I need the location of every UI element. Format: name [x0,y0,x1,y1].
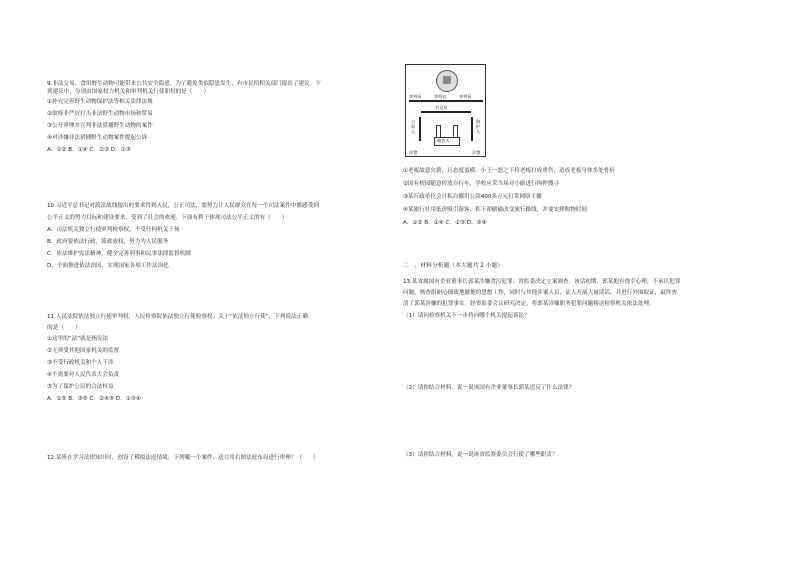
q13-sub-question-2: （2）请你结合材料，说一说该国有企业董事长郭某违反了什么法律？ [403,385,575,391]
national-emblem-icon [436,70,458,92]
q12-option-3: ③某行政单位会计私自挪用公款400多万元打赏网络主播 [403,194,542,200]
q11-answers: A．①⑤ B．③⑤ C．②④⑤ D．①③④ [47,396,141,402]
q12-option-4: ④某旅行社用低价吸引游客，私下却偷偷改变旅行路线，并要安排购物时间 [403,207,588,213]
question-13-part-2 [403,384,759,392]
q11-option-3: ③不受行政机关和个人干涉 [47,360,114,366]
q12-option-1: ①老板故意欠薪，且态度蛮横，小王一怒之下将老板打成重伤，造成老板身体多处骨折 [403,168,615,174]
section-heading: 二 、材料分析题（本大题共 2 小题） [403,263,504,269]
q10-option-b: B．政府要依法行政，简政放权，努力为人民服务 [47,239,169,245]
q9-option-3: ③公开审理并宣判非法猎捕野生动物的案件 [47,123,153,129]
q13-stem-line2: 问题。核查组耐心细致地做他的思想工作，同时与其他涉案人员、证人开展大量谈话，并进行外围取证，最终查 [403,290,678,296]
figure-clerk: 书记员 [435,105,448,110]
figure-judge-right: 审判员 [459,94,472,99]
q11-option-4: ④不需要对人民代表大会负责 [47,372,120,378]
q9-option-1: ①补充完善野生动物保护法等相关法律法规 [47,99,153,105]
question-12-options [403,167,759,227]
q11-stem-line1: 11.人民法院依法独立行使审判权，人民检察院依法独立行使检察权。关于“依法独立行使”，下列说法正确 [47,314,308,320]
figure-police-right: 法警 [472,150,481,155]
q12-stem: 12.某班在学习法律知识时，创设了模拟法庭情境。下列哪一个案件，适合用右图法庭布局进行审理？（ ） [47,455,319,461]
q9-answers: A．①② B．①④ C．②③ D．①③ [47,147,131,153]
q11-option-5: ⑤为了保护公民的合法权益 [47,384,114,390]
q10-option-d: D．全面推进依法治国，实现国家各项工作法治化 [47,263,169,269]
q9-stem-line2: 列建议中，分别由国家权力机关和审判机关行使职权的是（ ） [47,89,210,95]
q13-sub-question-1: （1）请问检察机关下一步将向哪个机关提起诉讼？ [403,313,530,319]
q10-option-a: A．司法机关独立行使审判检察权，不受任何机关干预 [47,227,180,233]
q9-option-4: ④对涉嫌非法猎捕野生动物案件提起公诉 [47,135,148,141]
defender-bar [471,117,473,141]
q11-option-1: ①这里的“法”就是指宪法 [47,336,109,342]
question-12 [47,454,397,462]
prosecutor-bar [419,117,421,141]
question-9 [47,80,397,154]
clerk-bar [421,111,471,113]
figure-chief-judge: 审判长 [434,94,447,99]
question-13 [403,278,759,320]
q10-option-c: C．依法维护宪法精神，健全完善刑事和民事法律监督机制 [47,251,191,257]
q9-option-2: ②取缔非严厉打击非法野生动物市场和贸易 [47,111,153,117]
question-13-part-3 [403,451,759,459]
q12-option-2: ②国有校园随意停放自行车，学校应采当场对小偷进行拘押搜寻 [403,181,560,187]
figure-judge-left: 审判员 [409,94,422,99]
q13-stem-line1: 13.某省属国有企业董事长郭某涉嫌贪污犯罪，省监委决定立案调查。该话初期，郭某抱有侥幸心理，不承认犯罪 [403,279,681,285]
q11-option-2: ②无须受其他国家机关的监督 [47,348,120,354]
q13-sub-question-3: （3）请你结合材料，说一说该省监察委员会行使了哪些职责？ [403,452,558,458]
q11-stem-line2: 的是（ ） [47,325,81,331]
bench-bar [409,100,483,102]
question-11 [47,313,397,403]
courtroom-layout-figure [405,64,486,157]
figure-prosecutor: 公诉人 [411,119,416,134]
figure-defender: 辩护人 [476,119,481,134]
figure-police-left: 法警 [409,150,418,155]
q13-stem-line3: 清了郭某涉嫌的犯罪事实。经省监委会议研究决定，将郭某涉嫌职务犯罪问题移送检察机关依法处理。 [403,301,655,307]
figure-defendant: 被告人 [437,138,450,143]
question-10 [47,202,397,270]
q10-stem-line1: 10.习近平总书记对政法战线提出的要求得到人民，公正司法，要努力让人民群众在每一个司法案件中都感受到 [47,203,319,209]
q12-answers: A．①② B．①④ C．①③ D．③④ [403,220,487,226]
q9-stem-line1: 9.非法交易、食用野生动物可能带来公共安全隐患。为了避免类似隐患发生，有市民给相关部门提出了建议。下 [47,81,321,87]
q10-stem-line2: 公平正义的努力目标和建设要求，受到了社会的欢迎。下面有利于体现司法公平正义的有（ ） [47,215,288,221]
